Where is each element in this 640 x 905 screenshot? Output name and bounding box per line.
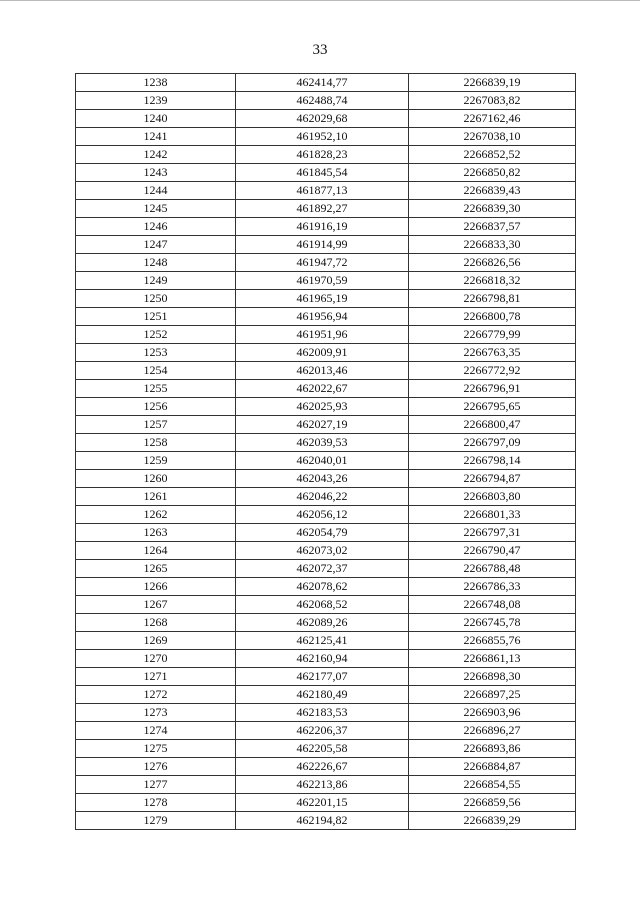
table-row	[76, 110, 576, 128]
y-coordinate-cell: 2266796,91	[409, 380, 576, 398]
y-coordinate-cell: 2266786,33	[409, 578, 576, 596]
x-coordinate-cell: 461970,59	[236, 272, 409, 290]
x-coordinate-cell: 462073,02	[236, 542, 409, 560]
point-number-cell: 1248	[76, 254, 236, 272]
table-row	[76, 92, 576, 110]
y-coordinate-cell: 2266896,27	[409, 722, 576, 740]
y-coordinate-cell: 2266861,13	[409, 650, 576, 668]
point-number-cell: 1255	[76, 380, 236, 398]
point-number-cell: 1259	[76, 452, 236, 470]
table-row	[76, 686, 576, 704]
x-coordinate-cell: 462206,37	[236, 722, 409, 740]
point-number-cell: 1276	[76, 758, 236, 776]
point-number-cell: 1272	[76, 686, 236, 704]
point-number-cell: 1260	[76, 470, 236, 488]
y-coordinate-cell: 2266794,87	[409, 470, 576, 488]
table-row	[76, 506, 576, 524]
y-coordinate-cell: 2266854,55	[409, 776, 576, 794]
x-coordinate-cell: 461947,72	[236, 254, 409, 272]
table-row	[76, 704, 576, 722]
x-coordinate-cell: 462022,67	[236, 380, 409, 398]
y-coordinate-cell: 2266837,57	[409, 218, 576, 236]
table-row	[76, 380, 576, 398]
point-number-cell: 1254	[76, 362, 236, 380]
x-coordinate-cell: 462194,82	[236, 812, 409, 830]
x-coordinate-cell: 462201,15	[236, 794, 409, 812]
table-row	[76, 362, 576, 380]
x-coordinate-cell: 462078,62	[236, 578, 409, 596]
table-row	[76, 596, 576, 614]
point-number-cell: 1267	[76, 596, 236, 614]
point-number-cell: 1242	[76, 146, 236, 164]
point-number-cell: 1274	[76, 722, 236, 740]
point-number-cell: 1275	[76, 740, 236, 758]
x-coordinate-cell: 462054,79	[236, 524, 409, 542]
y-coordinate-cell: 2266852,52	[409, 146, 576, 164]
y-coordinate-cell: 2266745,78	[409, 614, 576, 632]
x-coordinate-cell: 461877,13	[236, 182, 409, 200]
x-coordinate-cell: 462039,53	[236, 434, 409, 452]
x-coordinate-cell: 462046,22	[236, 488, 409, 506]
x-coordinate-cell: 462414,77	[236, 74, 409, 92]
table-row	[76, 146, 576, 164]
y-coordinate-cell: 2266788,48	[409, 560, 576, 578]
table-row	[76, 254, 576, 272]
y-coordinate-cell: 2266903,96	[409, 704, 576, 722]
point-number-cell: 1265	[76, 560, 236, 578]
x-coordinate-cell: 462013,46	[236, 362, 409, 380]
point-number-cell: 1253	[76, 344, 236, 362]
table-row	[76, 200, 576, 218]
table-row	[76, 668, 576, 686]
y-coordinate-cell: 2266797,09	[409, 434, 576, 452]
coordinates-table	[75, 73, 576, 830]
x-coordinate-cell: 462009,91	[236, 344, 409, 362]
table-row	[76, 722, 576, 740]
y-coordinate-cell: 2267162,46	[409, 110, 576, 128]
y-coordinate-cell: 2266850,82	[409, 164, 576, 182]
page-number: 33	[312, 42, 328, 58]
point-number-cell: 1241	[76, 128, 236, 146]
page-top-edge	[0, 0, 640, 1]
x-coordinate-cell: 462125,41	[236, 632, 409, 650]
y-coordinate-cell: 2266798,81	[409, 290, 576, 308]
table-row	[76, 272, 576, 290]
table-row	[76, 488, 576, 506]
y-coordinate-cell: 2266859,56	[409, 794, 576, 812]
table-row	[76, 794, 576, 812]
point-number-cell: 1249	[76, 272, 236, 290]
table-row	[76, 290, 576, 308]
y-coordinate-cell: 2267038,10	[409, 128, 576, 146]
y-coordinate-cell: 2266772,92	[409, 362, 576, 380]
point-number-cell: 1279	[76, 812, 236, 830]
point-number-cell: 1252	[76, 326, 236, 344]
x-coordinate-cell: 461845,54	[236, 164, 409, 182]
point-number-cell: 1271	[76, 668, 236, 686]
y-coordinate-cell: 2266818,32	[409, 272, 576, 290]
table-row	[76, 326, 576, 344]
coordinates-table-body	[76, 74, 576, 830]
point-number-cell: 1269	[76, 632, 236, 650]
x-coordinate-cell: 462183,53	[236, 704, 409, 722]
table-row	[76, 650, 576, 668]
point-number-cell: 1264	[76, 542, 236, 560]
point-number-cell: 1256	[76, 398, 236, 416]
point-number-cell: 1262	[76, 506, 236, 524]
point-number-cell: 1247	[76, 236, 236, 254]
y-coordinate-cell: 2266748,08	[409, 596, 576, 614]
x-coordinate-cell: 461914,99	[236, 236, 409, 254]
point-number-cell: 1250	[76, 290, 236, 308]
point-number-cell: 1239	[76, 92, 236, 110]
y-coordinate-cell: 2266800,78	[409, 308, 576, 326]
table-row	[76, 758, 576, 776]
y-coordinate-cell: 2266790,47	[409, 542, 576, 560]
y-coordinate-cell: 2266897,25	[409, 686, 576, 704]
table-row	[76, 236, 576, 254]
x-coordinate-cell: 462089,26	[236, 614, 409, 632]
table-row	[76, 164, 576, 182]
point-number-cell: 1270	[76, 650, 236, 668]
point-number-cell: 1261	[76, 488, 236, 506]
table-row	[76, 416, 576, 434]
y-coordinate-cell: 2266797,31	[409, 524, 576, 542]
table-row	[76, 74, 576, 92]
point-number-cell: 1245	[76, 200, 236, 218]
point-number-cell: 1238	[76, 74, 236, 92]
x-coordinate-cell: 462205,58	[236, 740, 409, 758]
point-number-cell: 1278	[76, 794, 236, 812]
table-row	[76, 218, 576, 236]
table-row	[76, 128, 576, 146]
table-row	[76, 560, 576, 578]
y-coordinate-cell: 2266803,80	[409, 488, 576, 506]
y-coordinate-cell: 2266839,19	[409, 74, 576, 92]
y-coordinate-cell: 2266839,29	[409, 812, 576, 830]
x-coordinate-cell: 462488,74	[236, 92, 409, 110]
table-row	[76, 398, 576, 416]
point-number-cell: 1246	[76, 218, 236, 236]
point-number-cell: 1244	[76, 182, 236, 200]
x-coordinate-cell: 462029,68	[236, 110, 409, 128]
x-coordinate-cell: 462043,26	[236, 470, 409, 488]
table-row	[76, 542, 576, 560]
y-coordinate-cell: 2266795,65	[409, 398, 576, 416]
x-coordinate-cell: 462180,49	[236, 686, 409, 704]
y-coordinate-cell: 2266893,86	[409, 740, 576, 758]
y-coordinate-cell: 2266839,43	[409, 182, 576, 200]
table-row	[76, 614, 576, 632]
y-coordinate-cell: 2266833,30	[409, 236, 576, 254]
point-number-cell: 1277	[76, 776, 236, 794]
point-number-cell: 1266	[76, 578, 236, 596]
x-coordinate-cell: 461965,19	[236, 290, 409, 308]
point-number-cell: 1268	[76, 614, 236, 632]
y-coordinate-cell: 2266898,30	[409, 668, 576, 686]
point-number-cell: 1273	[76, 704, 236, 722]
x-coordinate-cell: 462213,86	[236, 776, 409, 794]
y-coordinate-cell: 2266826,56	[409, 254, 576, 272]
point-number-cell: 1263	[76, 524, 236, 542]
y-coordinate-cell: 2266801,33	[409, 506, 576, 524]
x-coordinate-cell: 461956,94	[236, 308, 409, 326]
y-coordinate-cell: 2266798,14	[409, 452, 576, 470]
y-coordinate-cell: 2266763,35	[409, 344, 576, 362]
table-row	[76, 470, 576, 488]
table-row	[76, 182, 576, 200]
point-number-cell: 1243	[76, 164, 236, 182]
point-number-cell: 1258	[76, 434, 236, 452]
x-coordinate-cell: 462056,12	[236, 506, 409, 524]
y-coordinate-cell: 2266855,76	[409, 632, 576, 650]
table-row	[76, 776, 576, 794]
x-coordinate-cell: 461828,23	[236, 146, 409, 164]
x-coordinate-cell: 462072,37	[236, 560, 409, 578]
x-coordinate-cell: 461916,19	[236, 218, 409, 236]
table-row	[76, 452, 576, 470]
x-coordinate-cell: 462177,07	[236, 668, 409, 686]
table-row	[76, 632, 576, 650]
x-coordinate-cell: 462025,93	[236, 398, 409, 416]
point-number-cell: 1257	[76, 416, 236, 434]
table-row	[76, 524, 576, 542]
table-row	[76, 740, 576, 758]
y-coordinate-cell: 2266779,99	[409, 326, 576, 344]
x-coordinate-cell: 462040,01	[236, 452, 409, 470]
x-coordinate-cell: 461892,27	[236, 200, 409, 218]
x-coordinate-cell: 462160,94	[236, 650, 409, 668]
table-row	[76, 434, 576, 452]
x-coordinate-cell: 462226,67	[236, 758, 409, 776]
x-coordinate-cell: 462027,19	[236, 416, 409, 434]
y-coordinate-cell: 2266800,47	[409, 416, 576, 434]
table-row	[76, 308, 576, 326]
x-coordinate-cell: 461951,96	[236, 326, 409, 344]
y-coordinate-cell: 2266839,30	[409, 200, 576, 218]
x-coordinate-cell: 461952,10	[236, 128, 409, 146]
y-coordinate-cell: 2266884,87	[409, 758, 576, 776]
x-coordinate-cell: 462068,52	[236, 596, 409, 614]
y-coordinate-cell: 2267083,82	[409, 92, 576, 110]
table-row	[76, 344, 576, 362]
table-row	[76, 578, 576, 596]
point-number-cell: 1240	[76, 110, 236, 128]
table-row	[76, 812, 576, 830]
point-number-cell: 1251	[76, 308, 236, 326]
